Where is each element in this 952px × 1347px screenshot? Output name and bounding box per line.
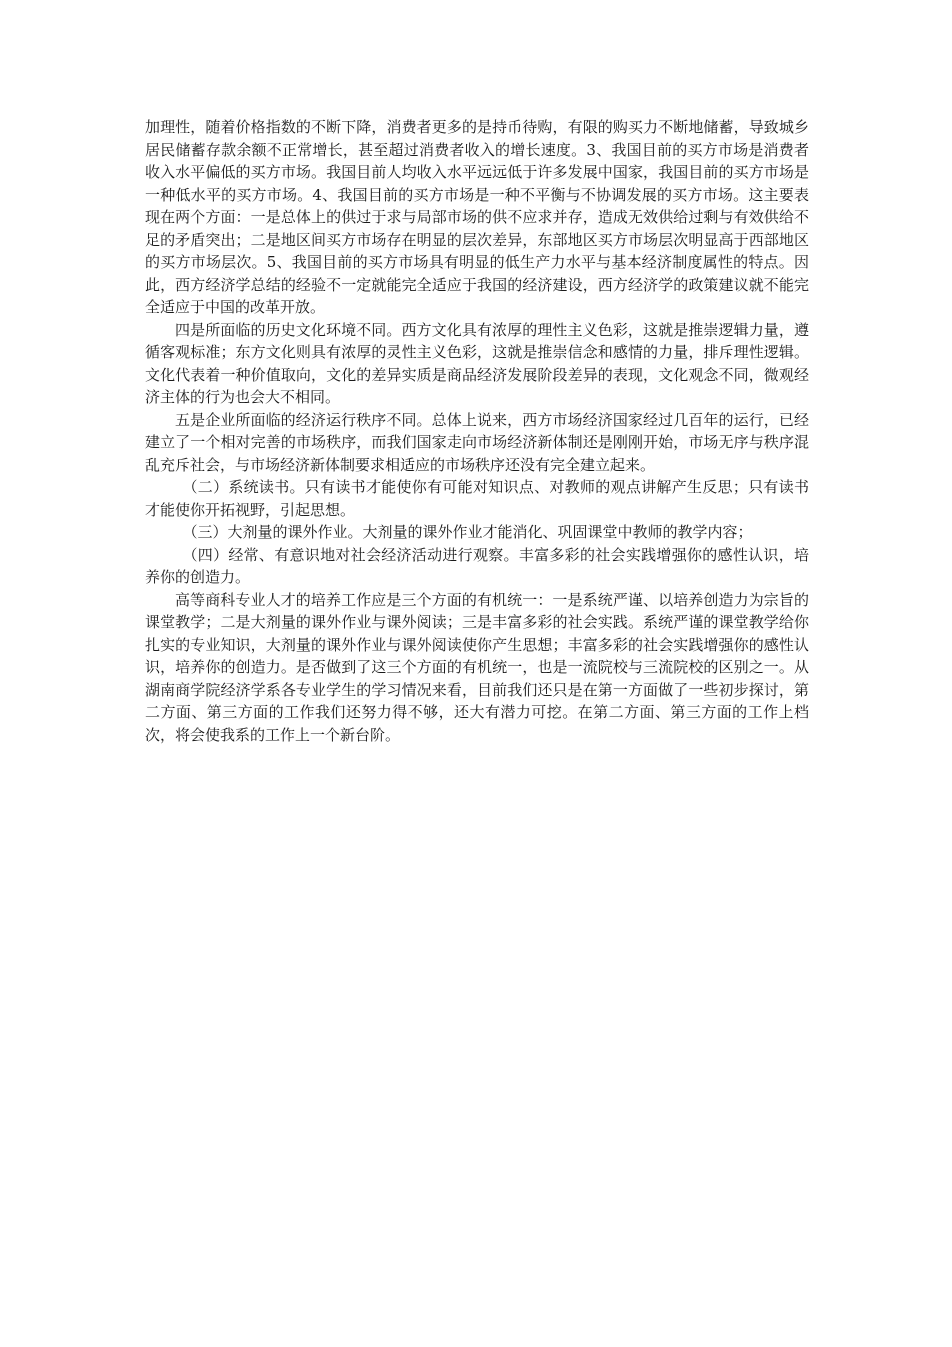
paragraph-cultural-environment: 四是所面临的历史文化环境不同。西方文化具有浓厚的理性主义色彩，这就是推崇逻辑力量，遵循客观标准；东方文化则具有浓厚的灵性主义色彩，这就是推崇信念和感情的力量，排斥理性逻辑。文化代表着一种价值取向，文化的差异实质是商品经济发展阶段差异的表现，文化观念不同，微观经济主体的行为也会大不相同。: [145, 320, 809, 406]
document-body: [145, 116, 809, 746]
paragraph-system-reading: （二）系统读书。只有读书才能使你有可能对知识点、对教师的观点讲解产生反思；只有读书才能使你开拓视野，引起思想。: [145, 478, 809, 519]
paragraph-homework: （三）大剂量的课外作业。大剂量的课外作业才能消化、巩固课堂中教师的教学内容；: [182, 523, 753, 541]
paragraph-observation: （四）经常、有意识地对社会经济活动进行观察。丰富多彩的社会实践增强你的感性认识，培养你的创造力。: [145, 545, 809, 586]
paragraph-continued: 加理性，随着价格指数的不断下降，消费者更多的是持币待购，有限的购买力不断地储蓄，导致城乡居民储蓄存款余额不正常增长，甚至超过消费者收入的增长速度。3、我国目前的买方市场是消费者收入水平偏低的买方市场。我国目前人均收入水平远远低于许多发展中国家，我国目前的买方市场是一种低水平的买方市场。4、我国目前的买方市场是一种不平衡与不协调发展的买方市场。这主要表现在两个方面：一是总体上的供过于求与局部市场的供不应求并存，造成无效供给过剩与有效供给不足的矛盾突出；二是地区间买方市场存在明显的层次差异，东部地区买方市场层次明显高于西部地区的买方市场层次。5、我国目前的买方市场具有明显的低生产力水平与基本经济制度属性的特点。因此，西方经济学总结的经验不一定就能完全适应于我国的经济建设，西方经济学的政策建议就不能完全适应于中国的改革开放。: [145, 118, 809, 316]
paragraph-economic-order: 五是企业所面临的经济运行秩序不同。总体上说来，西方市场经济国家经过几百年的运行，已经建立了一个相对完善的市场秩序，而我们国家走向市场经济新体制还是刚刚开始，市场无序与秩序混乱充斥社会，与市场经济新体制要求相适应的市场秩序还没有完全建立起来。: [145, 410, 809, 474]
paragraph-conclusion: 高等商科专业人才的培养工作应是三个方面的有机统一：一是系统严谨、以培养创造力为宗旨的课堂教学；二是大剂量的课外作业与课外阅读；三是丰富多彩的社会实践。系统严谨的课堂教学给你扎实的专业知识，大剂量的课外作业与课外阅读使你产生思想；丰富多彩的社会实践增强你的感性认识，培养你的创造力。是否做到了这三个方面的有机统一，也是一流院校与三流院校的区别之一。从湖南商学院经济学系各专业学生的学习情况来看，目前我们还只是在第一方面做了一些初步探讨，第二方面、第三方面的工作我们还努力得不够，还大有潜力可挖。在第二方面、第三方面的工作上档次，将会使我系的工作上一个新台阶。: [145, 590, 809, 744]
